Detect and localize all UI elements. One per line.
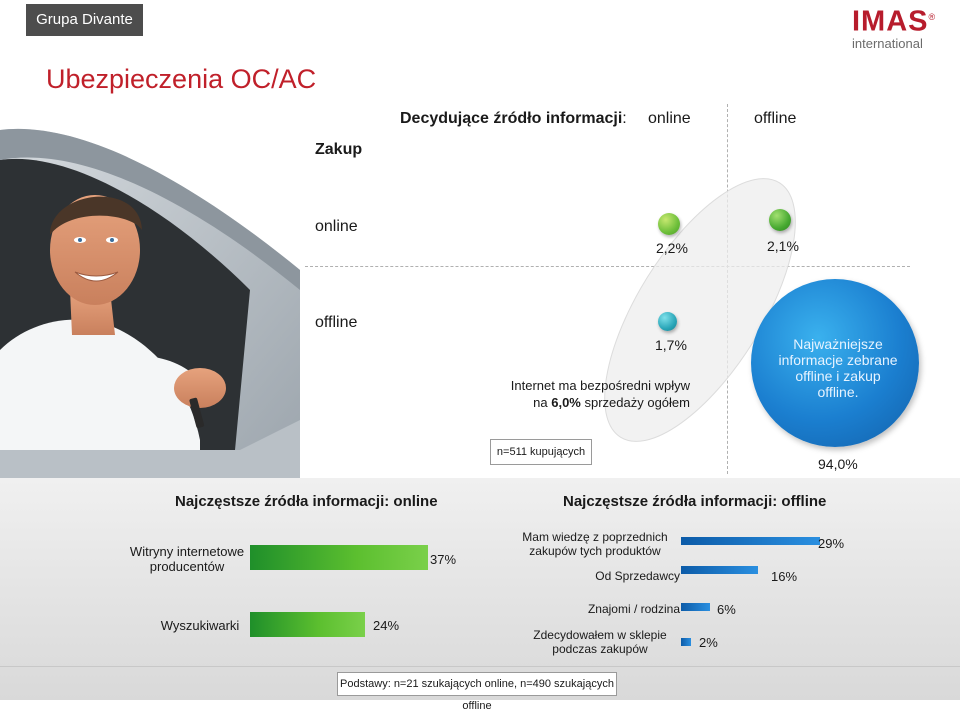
offline-online-marker <box>658 312 677 331</box>
online-source-value: 24% <box>373 618 400 633</box>
online-online-marker <box>658 213 680 235</box>
value-offline-online: 1,7% <box>655 337 687 353</box>
offline-source-bar <box>681 638 691 646</box>
imas-logo-sub: international <box>852 35 923 51</box>
internet-impact-note: Internet ma bezpośredni wpływ na 6,0% sprzedaży ogółem <box>470 377 690 411</box>
registered-mark: ® <box>928 12 937 22</box>
column-offline-label: offline <box>754 110 797 127</box>
panel-divider <box>0 666 960 667</box>
offline-source-value: 6% <box>717 602 736 617</box>
brand-left-text: Grupa Divante <box>36 11 133 28</box>
row-online-label: online <box>315 218 358 235</box>
imas-logo-name: IMAS <box>852 5 929 38</box>
column-online-label: online <box>648 110 691 127</box>
offline-source-value: 29% <box>818 536 845 551</box>
offline-source-label: Zdecydowałem w sklepie podczas zakupów <box>533 628 667 656</box>
slide-title: Ubezpieczenia OC/AC <box>46 64 317 94</box>
sample-size-note: n=511 kupujących <box>490 439 592 465</box>
row-header-zakup: Zakup <box>315 141 363 158</box>
internet-impact-line1: Internet ma bezpośredni wpływ <box>510 378 690 393</box>
decisive-source-label: Decydujące źródło informacji: <box>400 110 627 127</box>
online-offline-marker <box>769 209 791 231</box>
value-online-online: 2,2% <box>656 240 688 256</box>
online-source-bar <box>250 545 428 570</box>
grupa-divante-logo <box>26 4 143 36</box>
value-online-offline: 2,1% <box>767 238 799 254</box>
decisive-source-text: Decydujące źródło informacji <box>400 110 623 127</box>
offline-sources-title: Najczęstsze źródła informacji: offline <box>563 493 827 510</box>
row-offline-label: offline <box>315 314 358 331</box>
footnote: Podstawy: n=21 szukających online, n=490 szukających offline <box>337 672 617 696</box>
offline-source-label: Od Sprzedawcy <box>595 569 680 583</box>
online-source-label: Witryny internetowe producentów <box>129 544 245 574</box>
online-sources-title: Najczęstsze źródła informacji: online <box>175 493 438 510</box>
offline-source-label: Znajomi / rodzina <box>587 602 680 616</box>
offline-source-value: 2% <box>699 635 718 650</box>
driver-photo <box>0 120 300 500</box>
online-source-label: Wyszukiwarki <box>160 618 240 633</box>
circle-caption: Najważniejsze informacje zebrane offline i zakup offline. <box>778 336 898 400</box>
value-offline-offline: 94,0% <box>818 456 858 472</box>
offline-source-value: 16% <box>771 569 798 584</box>
offline-source-bar <box>681 566 758 574</box>
online-source-value: 37% <box>430 552 457 567</box>
offline-source-bar <box>681 537 820 545</box>
offline-source-bar <box>681 603 710 611</box>
offline-source-label: Mam wiedzę z poprzednich zakupów tych produktów <box>522 530 668 558</box>
internet-impact-value: 6,0% <box>551 395 581 410</box>
imas-logo <box>852 2 952 51</box>
online-source-bar <box>250 612 365 637</box>
